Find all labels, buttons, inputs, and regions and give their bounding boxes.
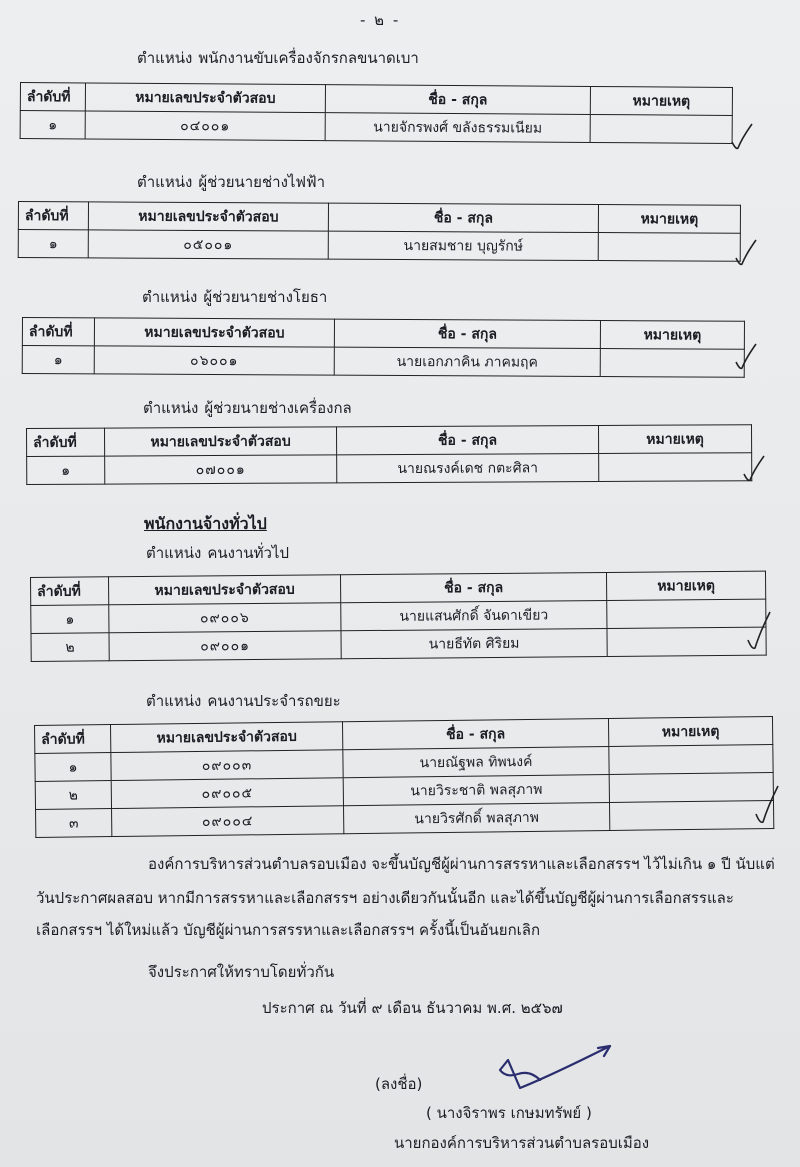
position-title-1 — [137, 46, 419, 70]
signer-name: ( นางจิราพร เกษมทรัพย์ ) — [426, 1104, 592, 1122]
cell-no: ๑ — [20, 111, 85, 139]
header-note: หมายเหตุ — [590, 86, 732, 115]
table-row — [27, 453, 752, 485]
cell-exam-id: ๐๗๐๐๑ — [105, 455, 337, 484]
check-mark-icon — [732, 236, 760, 272]
cell-name: นายจักรพงศ์ ขลังธรรมเนียม — [325, 113, 590, 143]
header-exam-id: หมายเลขประจำตัวสอบ — [109, 575, 341, 605]
page-number: - ๒ - — [360, 11, 401, 29]
position-name: คนงานทั่วไป — [207, 544, 289, 562]
cell-exam-id: ๐๔๐๐๑ — [85, 111, 325, 141]
position-name: ผู้ช่วยนายช่างไฟฟ้า — [198, 173, 326, 191]
position-title-2 — [137, 170, 325, 194]
cell-exam-id: ๐๕๐๐๑ — [88, 230, 328, 259]
header-exam-id: หมายเลขประจำตัวสอบ — [94, 318, 334, 347]
header-no: ลำดับที่ — [31, 577, 109, 606]
header-exam-id: หมายเลขประจำตัวสอบ — [111, 722, 343, 753]
position-label: ตำแหน่ง — [143, 399, 199, 417]
cell-no: ๑ — [31, 605, 109, 634]
position-title-3 — [142, 285, 327, 309]
cell-no: ๒ — [31, 633, 109, 662]
header-no: ลำดับที่ — [20, 83, 85, 111]
header-name: ชื่อ - สกุล — [342, 718, 608, 749]
cell-name: นายธีทัต ศิริยม — [341, 628, 607, 658]
cell-exam-id: ๐๖๐๐๑ — [94, 346, 334, 375]
position-label: ตำแหน่ง — [137, 173, 193, 191]
cell-name: นายสมชาย บุญรักษ์ — [328, 231, 598, 260]
cell-note — [599, 453, 752, 482]
check-mark-icon — [732, 340, 760, 376]
cell-note — [607, 627, 766, 656]
cell-name: นายแสนศักดิ์ จันดาเขียว — [341, 600, 607, 630]
position-label: ตำแหน่ง — [142, 288, 198, 306]
cell-exam-id: ๐๙๐๐๖ — [109, 603, 341, 633]
header-name: ชื่อ - สกุล — [325, 85, 590, 115]
table-row — [20, 111, 732, 144]
position-name: ผู้ช่วยนายช่างเครื่องกล — [204, 399, 352, 417]
cell-note — [600, 349, 744, 378]
cell-name: นายณัฐพล ทิพนงค์ — [343, 746, 609, 777]
signer-title: นายกองค์การบริหารส่วนตำบลรอบเมือง — [394, 1134, 650, 1152]
header-no: ลำดับที่ — [27, 428, 105, 456]
position-name: พนักงานขับเครื่องจักรกลขนาดเบา — [198, 49, 419, 67]
cell-no: ๑ — [27, 456, 105, 484]
header-no: ลำดับที่ — [22, 318, 94, 346]
header-exam-id: หมายเลขประจำตัวสอบ — [85, 83, 325, 113]
cell-no: ๓ — [36, 809, 112, 838]
header-no: ลำดับที่ — [18, 202, 88, 230]
header-no: ลำดับที่ — [35, 725, 111, 754]
position-label: ตำแหน่ง — [146, 692, 202, 710]
position-label: ตำแหน่ง — [137, 49, 193, 67]
check-mark-icon — [752, 782, 784, 830]
table-section-6 — [34, 716, 774, 838]
check-mark-icon — [728, 120, 756, 156]
header-note: หมายเหตุ — [598, 205, 740, 234]
check-mark-icon — [740, 452, 768, 488]
paragraph-line-3: เลือกสรรฯ ได้ใหม่แล้ว บัญชีผู้ผ่านการสรรหาและเลือกสรรฯ ครั้งนี้เป็นอันยกเลิก — [36, 921, 541, 939]
cell-note — [607, 599, 766, 628]
cell-note — [590, 114, 732, 143]
position-name: ผู้ช่วยนายช่างโยธา — [203, 288, 328, 306]
header-name: ชื่อ - สกุล — [336, 426, 598, 455]
position-name: คนงานประจำรถขยะ — [207, 692, 341, 710]
cell-no: ๒ — [35, 781, 111, 810]
header-exam-id: หมายเลขประจำตัวสอบ — [105, 427, 337, 456]
table-section-5 — [30, 571, 767, 662]
cell-exam-id: ๐๙๐๐๑ — [109, 631, 341, 661]
cell-name: นายเอกภาคิน ภาคมฤค — [334, 347, 600, 376]
cell-name: นายวิระชาติ พลสุภาพ — [343, 774, 609, 805]
table-row — [31, 627, 766, 661]
handwritten-signature-icon — [480, 1040, 620, 1100]
header-note: หมายเหตุ — [606, 571, 765, 600]
table-section-1 — [20, 82, 733, 144]
cell-no: ๑ — [35, 753, 111, 782]
table-section-3 — [22, 317, 745, 378]
cell-name: นายวิรศักดิ์ พลสุภาพ — [344, 802, 610, 833]
sign-label: (ลงชื่อ) — [375, 1075, 423, 1093]
cell-name: นายณรงค์เดช กตะศิลา — [337, 454, 599, 483]
paragraph-line-2: วันประกาศผลสอบ หากมีการสรรหาและเลือกสรรฯ อย่างเดียวกันนั้นอีก และได้ขึ้นบัญชีผู้ผ่านการเลือกสรรและ — [36, 889, 734, 907]
cell-note — [609, 744, 773, 774]
cell-no: ๑ — [22, 346, 94, 374]
header-note: หมายเหตุ — [608, 716, 772, 746]
table-row — [22, 346, 744, 378]
cell-note — [609, 772, 773, 802]
position-title-4 — [143, 396, 352, 420]
announce-line: จึงประกาศให้ทราบโดยทั่วกัน — [148, 963, 335, 981]
table-section-4 — [26, 424, 752, 485]
position-title-5 — [146, 541, 289, 565]
cell-no: ๑ — [18, 230, 88, 258]
header-note: หมายเหตุ — [598, 425, 751, 454]
header-exam-id: หมายเลขประจำตัวสอบ — [88, 202, 328, 231]
position-label: ตำแหน่ง — [146, 544, 202, 562]
header-name: ชื่อ - สกุล — [334, 319, 600, 348]
date-line: ประกาศ ณ วันที่ ๙ เดือน ธันวาคม พ.ศ. ๒๕๖๗ — [262, 999, 563, 1017]
header-note: หมายเหตุ — [600, 321, 744, 350]
cell-note — [609, 800, 773, 830]
cell-exam-id: ๐๙๐๐๔ — [112, 806, 344, 837]
header-name: ชื่อ - สกุล — [340, 572, 606, 602]
general-staff-heading: พนักงานจ้างทั่วไป — [144, 514, 267, 533]
position-title-6 — [146, 689, 341, 713]
paragraph-line-1: องค์การบริหารส่วนตำบลรอบเมือง จะขึ้นบัญชีผู้ผ่านการสรรหาและเลือกสรรฯ ไว้ไม่เกิน ๑ ปี นับแต่ — [148, 855, 775, 873]
cell-note — [598, 233, 740, 262]
header-name: ชื่อ - สกุล — [328, 203, 598, 232]
cell-exam-id: ๐๙๐๐๕ — [111, 778, 343, 809]
check-mark-icon — [744, 608, 774, 658]
cell-exam-id: ๐๙๐๐๓ — [111, 750, 343, 781]
table-section-2 — [18, 201, 741, 262]
table-row — [18, 230, 740, 262]
